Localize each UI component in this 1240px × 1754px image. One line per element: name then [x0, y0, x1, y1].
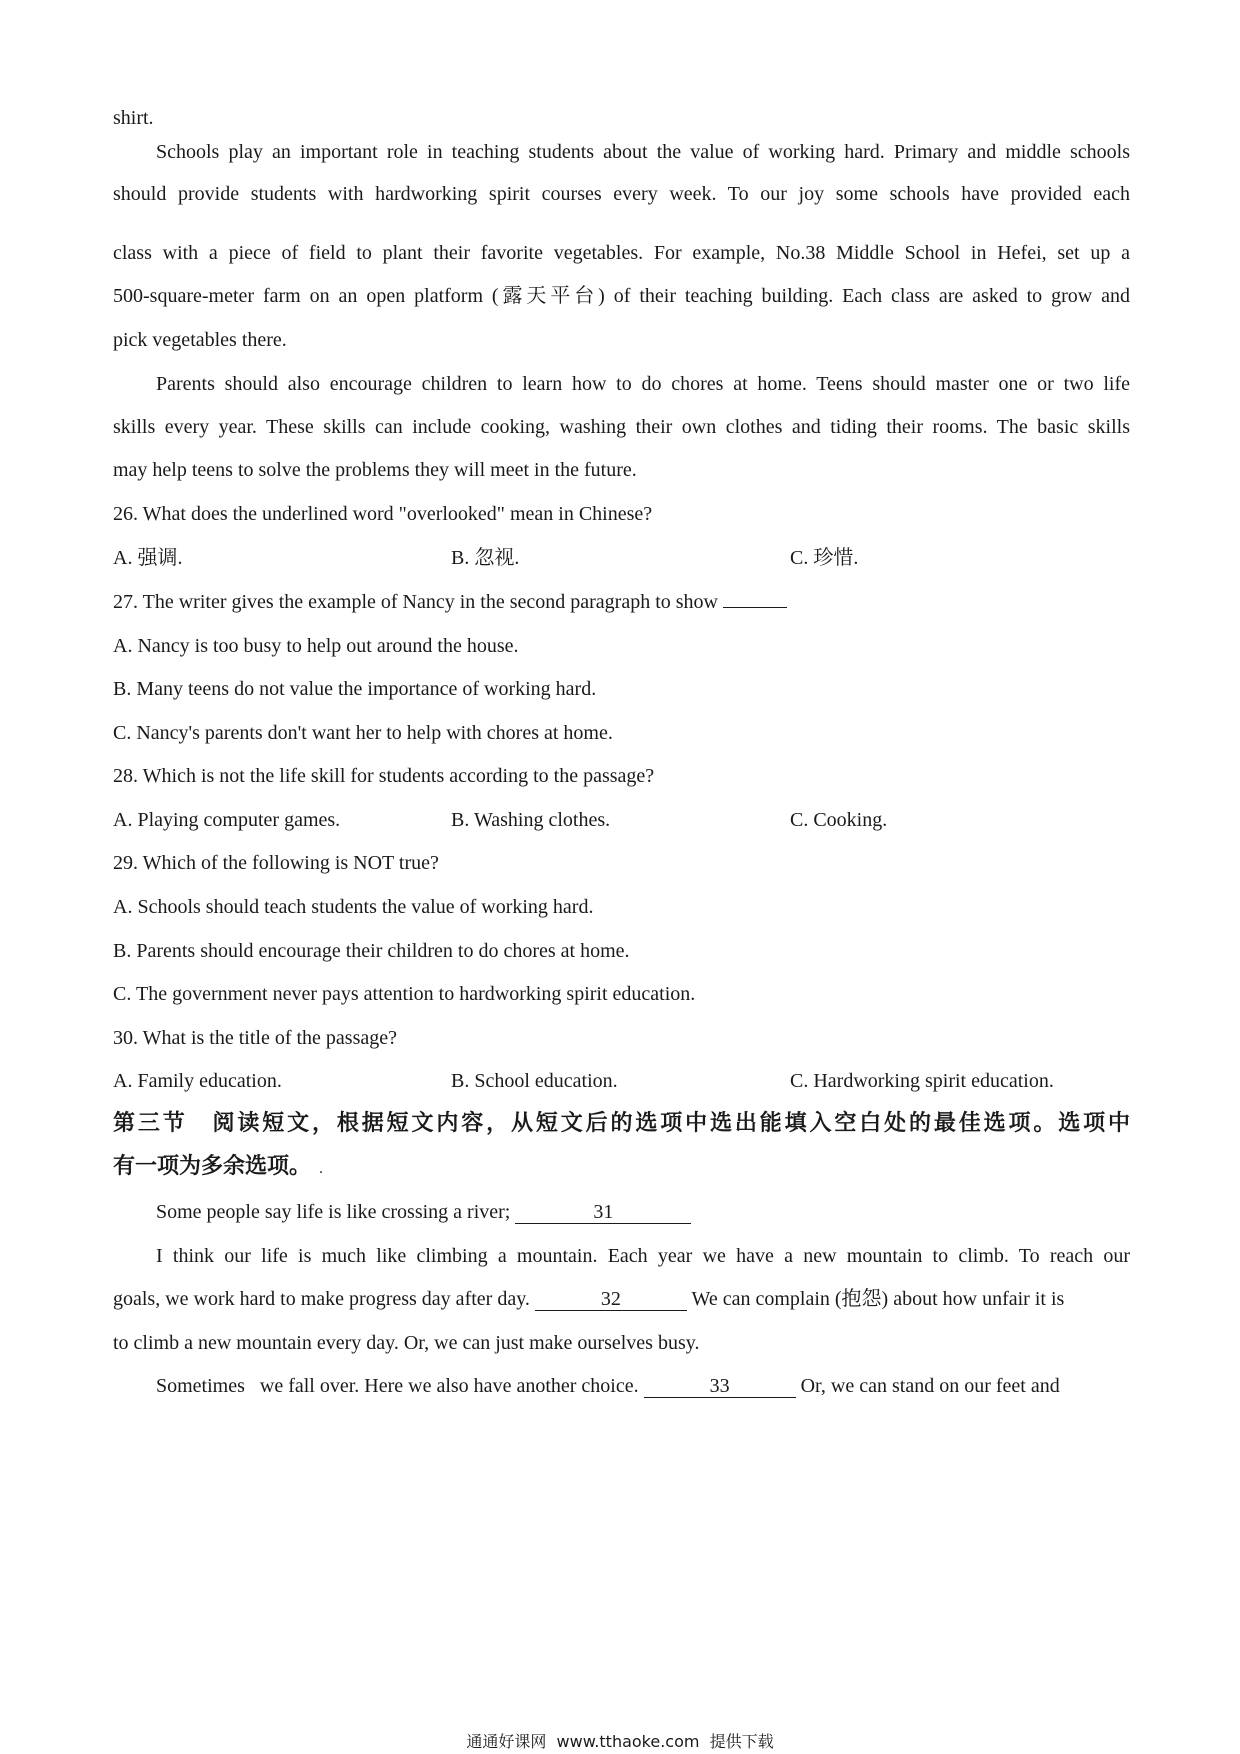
option-c: C. The government never pays attention to hardworking spirit education.: [113, 983, 696, 1005]
option-a: A. Nancy is too busy to help out around the house.: [113, 635, 519, 657]
option-a: A. Playing computer games.: [113, 809, 341, 831]
sentence-text: Some people say life is like crossing a river;: [156, 1201, 511, 1223]
question-stem: 27. The writer gives the example of Nancy in the second paragraph to show: [113, 591, 718, 613]
paragraph-line: [113, 1287, 1064, 1311]
paragraph-line: 500-square-meter farm on an open platform (露天平台) of their teaching building. Each class are asked to grow and: [113, 285, 1130, 307]
paragraph-line: Parents should also encourage children to learn how to do chores at home. Teens should master one or two life: [156, 373, 1130, 395]
section-heading-text: 有一项为多余选项。: [113, 1154, 312, 1179]
option-a: A. Schools should teach students the value of working hard.: [113, 896, 594, 918]
sentence-text: We can complain (抱怨) about how unfair it is: [691, 1288, 1065, 1310]
question-stem-with-blank: [113, 590, 787, 614]
option-a: A. Family education.: [113, 1070, 282, 1092]
blank-32: 32: [535, 1288, 687, 1311]
option-b: B. Parents should encourage their children to do chores at home.: [113, 940, 630, 962]
question-stem: 29. Which of the following is NOT true?: [113, 852, 439, 874]
paragraph-line: class with a piece of field to plant their favorite vegetables. For example, No.38 Middle School in Hefei, set up a: [113, 242, 1130, 264]
sentence-text: goals, we work hard to make progress day after day.: [113, 1288, 530, 1310]
section-heading: 第三节 阅读短文，根据短文内容，从短文后的选项中选出能填入空白处的最佳选项。选项中: [113, 1111, 1130, 1136]
paragraph-line: skills every year. These skills can include cooking, washing their own clothes and tiding their rooms. The basic skills: [113, 416, 1130, 438]
paragraph-line: [156, 1200, 691, 1224]
paragraph-line: may help teens to solve the problems they will meet in the future.: [113, 459, 637, 481]
option-c: C. Cooking.: [790, 809, 888, 831]
option-b: B. Washing clothes.: [451, 809, 611, 831]
option-c: C. Hardworking spirit education.: [790, 1070, 1054, 1092]
paragraph-line: [156, 1374, 1060, 1398]
paragraph-end-line: shirt.: [113, 107, 154, 129]
blank-31: 31: [515, 1201, 691, 1224]
paragraph-line: I think our life is much like climbing a mountain. Each year we have a new mountain to climb. To reach our: [156, 1245, 1130, 1267]
answer-blank: [723, 607, 787, 608]
option-b: B. Many teens do not value the importance of working hard.: [113, 678, 597, 700]
paragraph-line: should provide students with hardworking spirit courses every week. To our joy some schools have provided each: [113, 183, 1130, 205]
section-heading-cont: [113, 1153, 323, 1183]
option-b: B. School education.: [451, 1070, 618, 1092]
paragraph-line: to climb a new mountain every day. Or, we can just make ourselves busy.: [113, 1332, 700, 1354]
paragraph-line: pick vegetables there.: [113, 329, 287, 351]
option-c: C. Nancy's parents don't want her to help with chores at home.: [113, 722, 613, 744]
question-stem: 26. What does the underlined word "overlooked" mean in Chinese?: [113, 503, 653, 525]
stray-dot: .: [318, 1161, 324, 1177]
sentence-text: Sometimes we fall over. Here we also have another choice.: [156, 1375, 639, 1397]
option-c: C. 珍惜.: [790, 547, 859, 569]
paragraph-line: Schools play an important role in teaching students about the value of working hard. Primary and middle schools: [156, 141, 1130, 163]
question-stem: 30. What is the title of the passage?: [113, 1027, 397, 1049]
sentence-text: Or, we can stand on our feet and: [800, 1375, 1060, 1397]
blank-33: 33: [644, 1375, 796, 1398]
option-b: B. 忽视.: [451, 547, 520, 569]
question-stem: 28. Which is not the life skill for students according to the passage?: [113, 765, 655, 787]
footer-source: 通通好课网 www.tthaoke.com 提供下载: [466, 1732, 774, 1751]
option-a: A. 强调.: [113, 547, 183, 569]
